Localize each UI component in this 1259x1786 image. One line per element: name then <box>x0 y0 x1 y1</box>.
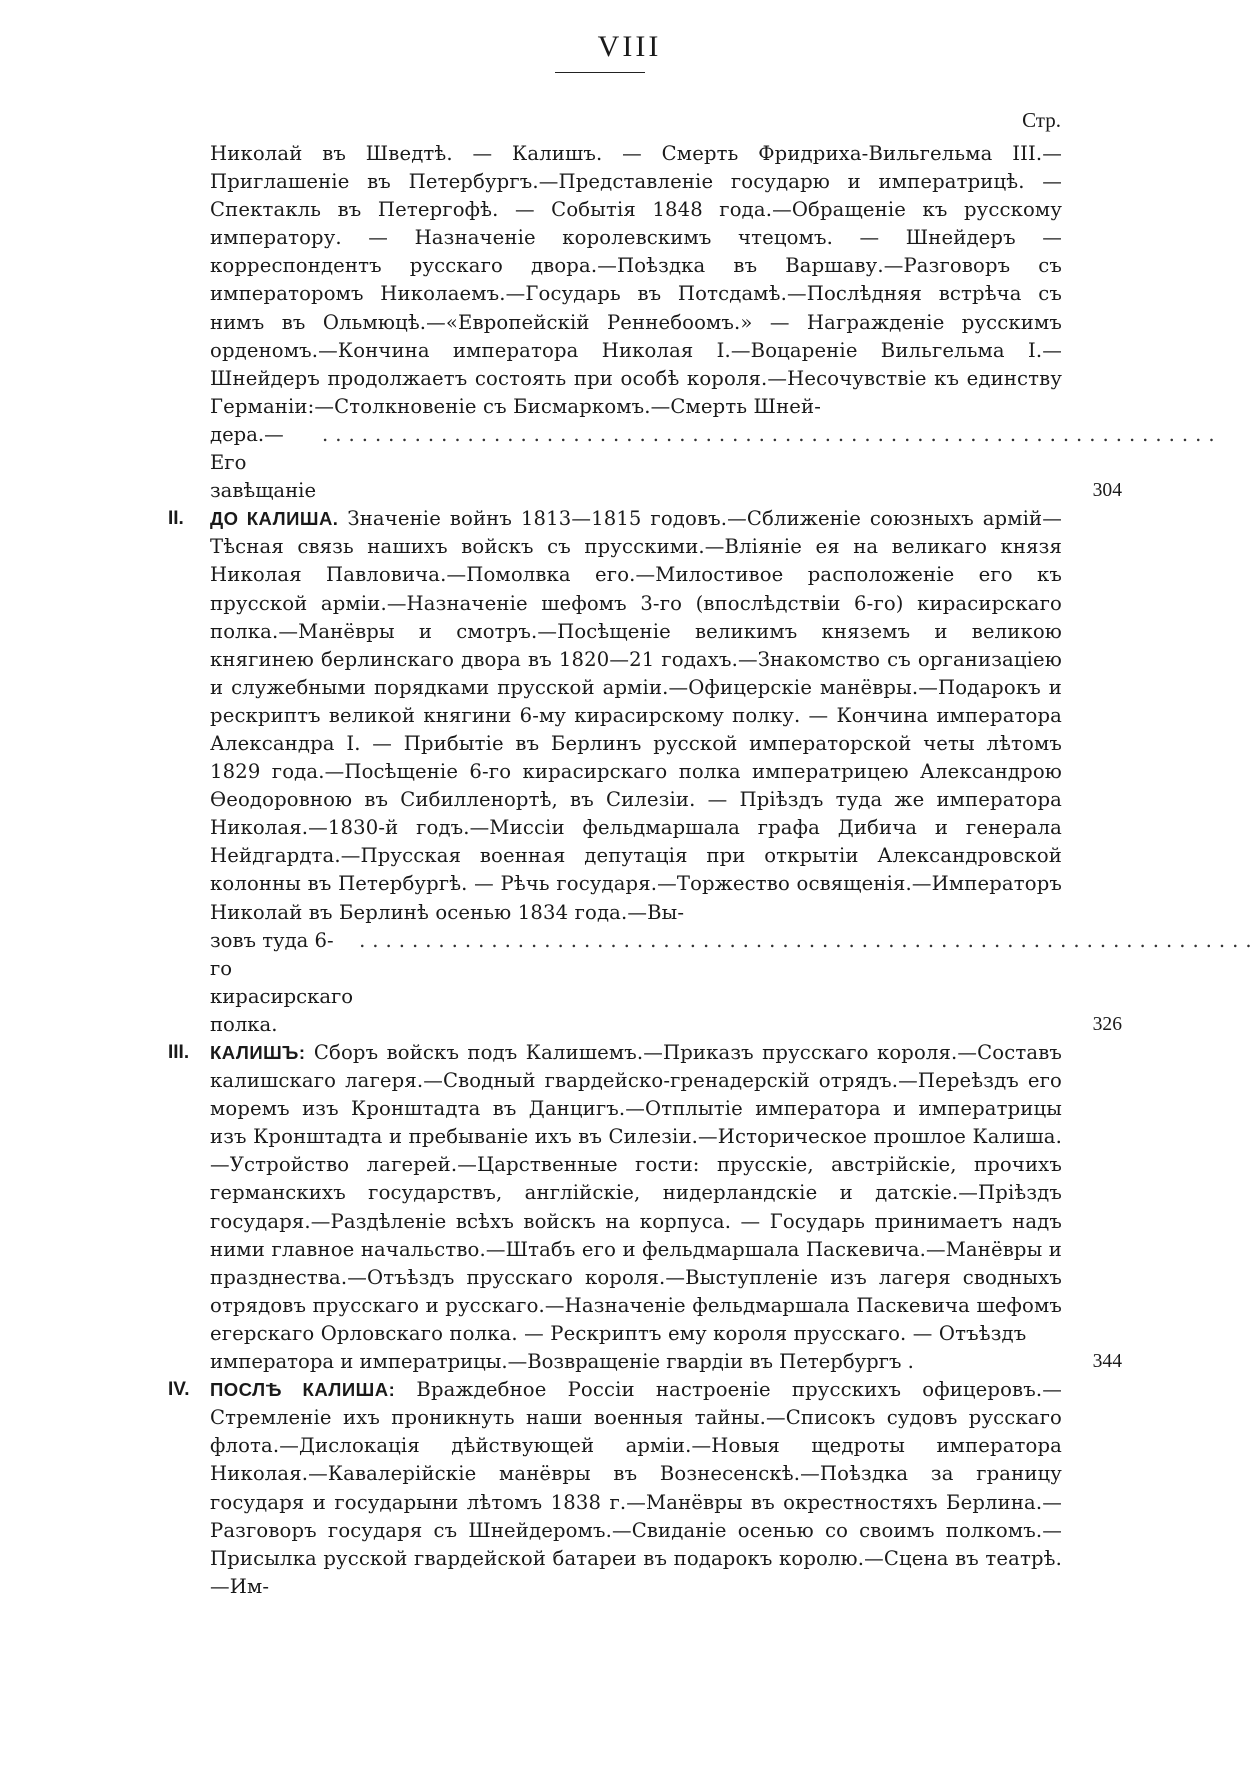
toc-entry-body: Враждебное Россіи настроеніе прусскихъ офицеровъ.—Стремленіе ихъ проникнуть наши военныя тайны.—Списокъ судовъ русскаго флота.—Дислокація дѣйствующей арміи.—Новыя щедроты императора Николая.—Кавалерійскіе манёвры въ Вознесенскѣ.—Поѣздка за границу государя и государыни лѣтомъ 1838 г.—Манёвры въ окрестностяхъ Берлина.—Разговоръ государя съ Шнейдеромъ.—Свиданіе осенью со своимъ полкомъ.—Присылка русской гвардейской батареи въ подарокъ королю.—Сцена въ театрѣ.—Им- <box>210 1378 1062 1598</box>
toc-entry-last-text: дера.—Его завѣщаніе <box>210 422 317 503</box>
dot-leader: .................................................................... <box>359 928 1259 952</box>
chapter-numeral: IV. <box>168 1379 190 1401</box>
toc-entry-chapter-3 <box>168 1039 1122 1376</box>
chapter-title: КАЛИШЪ: <box>210 1042 306 1063</box>
toc-entry-chapter-4 <box>168 1376 1062 1601</box>
toc-entry-body: Николай въ Шведтѣ. — Калишъ. — Смерть Фридриха-Вильгельма III.—Приглашеніе въ Петербургъ.—Представленіе государю и императрицѣ. — Спектакль въ Петергофѣ. — Событія 1848 года.—Обращеніе къ русскому императору. — Назначеніе королевскимъ чтецомъ. — Шнейдеръ — корреспондентъ русскаго двора.—Поѣздка въ Варшаву.—Разговоръ съ императоромъ Николаемъ.—Государь въ Потсдамѣ.—Послѣдняя встрѣча съ нимъ въ Ольмюцѣ.—«Европейскій Реннебоомъ.» — Награжденіе русскимъ орденомъ.—Кончина императора Николая I.—Воцареніе Вильгельма I.—Шнейдеръ продолжаетъ состоять при особѣ короля.—Несочувствіе къ единству Германіи:—Столкновеніе съ Бисмаркомъ.—Смерть Шней- <box>210 142 1062 418</box>
toc-entry-text <box>210 1376 1062 1601</box>
toc-entry-text <box>210 505 1062 926</box>
page-column-heading: Стр. <box>1022 108 1061 132</box>
page-number: VIII <box>597 30 662 63</box>
chapter-title: ДО КАЛИША. <box>210 508 339 530</box>
dot-leader: .................................................................... <box>322 422 1222 446</box>
toc-entry-last-text: зовъ туда 6-го кирасирскаго полка. <box>210 928 354 1036</box>
toc-entry-continued <box>210 140 1222 505</box>
chapter-numeral: III. <box>168 1042 190 1063</box>
toc-entry-body: Значеніе войнъ 1813—1815 годовъ.—Сближеніе союзныхъ армій—Тѣсная связь нашихъ войскъ съ прусскими.—Вліяніе ея на великаго князя Николая Павловича.—Помолвка его.—Милостивое расположеніе его къ прусской арміи.—Назначеніе шефомъ 3-го (впослѣдствіи 6-го) кирасирскаго полка.—Манёвры и смотръ.—Посѣщеніе великимъ княземъ и великою княгинею берлинскаго двора въ 1820—21 годахъ.—Знакомство съ организаціею и служебными порядками прусской арміи.—Офицерскіе манёвры.—Подарокъ и рескриптъ великой княгини 6-му кирасирскому полку. — Кончина императора Александра I. — Прибытіе въ Берлинъ русской императорской четы лѣтомъ 1829 года.—Посѣщеніе 6-го кирасирскаго полка императрицею Александрою Ѳеодоровною въ Сибилленортѣ, въ Силезіи. — Пріѣздъ туда же императора Николая.—1830-й годъ.—Миссіи фельдмаршала графа Дибича и генерала Нейдгардта.—Прусская военная депутація при открытіи Александровской колонны въ Петербургѣ. — Рѣчь государя.—Торжество освященія.—Императоръ Николай въ Берлинѣ осенью 1834 года.—Вы- <box>210 507 1062 924</box>
toc-entry-text <box>210 140 1062 421</box>
chapter-title: ПОСЛѢ КАЛИША: <box>210 1379 396 1401</box>
chapter-numeral: II. <box>168 508 184 530</box>
toc-entry-last-text: императора и императрицы.—Возвращеніе гвардіи въ Петербургъ . <box>210 1350 914 1374</box>
toc-entry-text <box>210 1039 1062 1348</box>
page-number-rule <box>555 72 645 73</box>
toc-entry-page: 304 <box>1092 480 1122 502</box>
toc-entry-chapter-2 <box>168 505 1259 1039</box>
toc-entry-page: 344 <box>1092 1351 1122 1373</box>
table-of-contents <box>168 140 1259 1601</box>
toc-entry-body: Сборъ войскъ подъ Калишемъ.—Приказъ прусскаго короля.—Составъ калишскаго лагеря.—Сводный гвардейско-гренадерскій отрядъ.—Переѣздъ его моремъ изъ Кронштадта въ Данцигъ.—Отплытіе императора и императрицы изъ Кронштадта и пребываніе ихъ въ Силезіи.—Историческое прошлое Калиша.—Устройство лагерей.—Царственные гости: прусскіе, австрійскіе, прочихъ германскихъ государствъ, англійскіе, нидерландскіе и датскіе.—Пріѣздъ государя.—Раздѣленіе всѣхъ войскъ на корпуса. — Государь принимаетъ надъ ними главное начальство.—Штабъ его и фельдмаршала Паскевича.—Манёвры и празднества.—Отъѣздъ прусскаго короля.—Выступленіе изъ лагеря сводныхъ отрядовъ прусскаго и русскаго.—Назначеніе фельдмаршала Паскевича шефомъ егерскаго Орловскаго полка. — Рескриптъ ему короля прусскаго. — Отъѣздъ <box>210 1041 1062 1345</box>
toc-entry-page: 326 <box>1092 1013 1122 1035</box>
toc-entry-last-line <box>210 1348 1062 1376</box>
